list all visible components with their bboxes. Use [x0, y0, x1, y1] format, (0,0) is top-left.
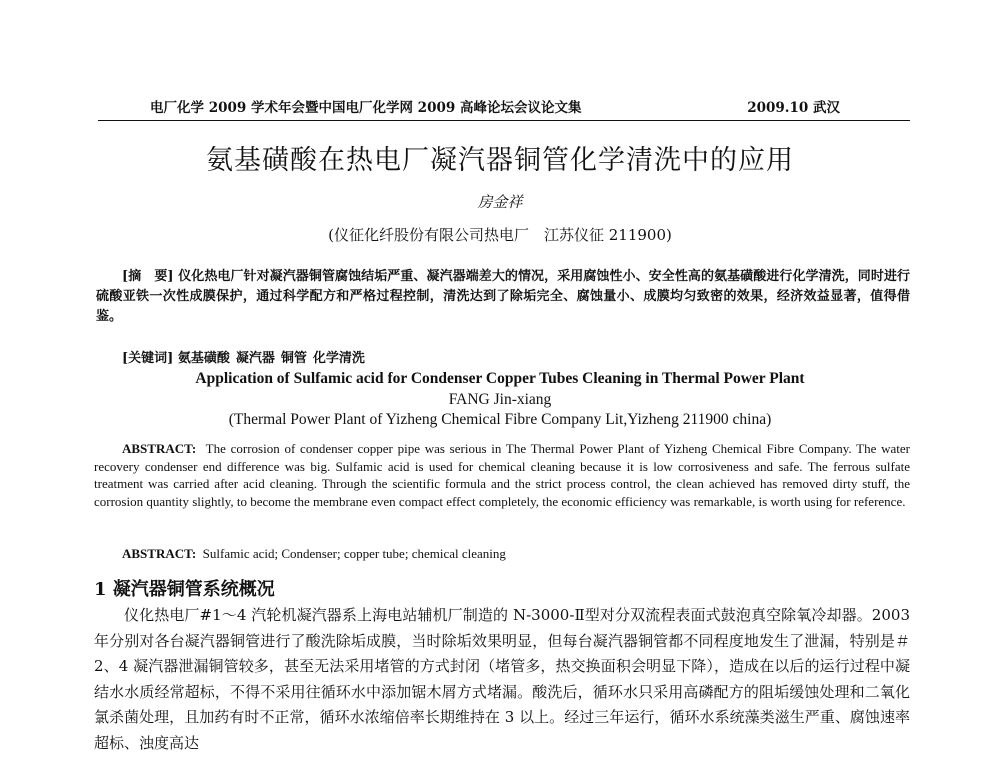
- abstract-en: [94, 440, 910, 510]
- keywords-en-label: ABSTRACT:: [122, 546, 197, 561]
- section-heading: 1 凝汽器铜管系统概况: [94, 579, 275, 600]
- keywords-cn-label: [关键词]: [122, 351, 174, 366]
- abstract-cn-text: 仪化热电厂针对凝汽器铜管腐蚀结垢严重、凝汽器端差大的情况，采用腐蚀性小、安全性高的氨基磺酸进行化学清洗，同时进行硫酸亚铁一次性成膜保护，通过科学配方和严格过程控制，清洗达到了除垢完全、腐蚀量小、成膜均匀致密的效果，经济效益显著，值得借鉴。: [96, 269, 910, 324]
- body-paragraph: 仪化热电厂#1～4 汽轮机凝汽器系上海电站辅机厂制造的 N-3000-Ⅱ型对分双流程表面式鼓泡真空除氧冷却器。2003 年分别对各台凝汽器铜管进行了酸洗除垢成膜，当时除垢效果明显，但每台凝汽器铜管都不同程度地发生了泄漏，特别是＃2、4 凝汽器泄漏铜管较多，甚至无法采用堵管的方式封闭（堵管多，热交换面积会明显下降），造成在以后的运行过程中凝结水水质经常超标，不得不采用往循环水中添加锯木屑方式堵漏。酸洗后，循环水只采用高磷配方的阻垢缓蚀处理和二氧化氯杀菌处理，且加药有时不正常，循环水浓缩倍率长期维持在 3 以上。经过三年运行，循环水系统藻类滋生严重、腐蚀速率超标、浊度高达: [94, 606, 910, 752]
- affiliation-cn: (仪征化纤股份有限公司热电厂 江苏仪征 211900): [328, 226, 672, 244]
- abstract-cn: [96, 267, 910, 327]
- keywords-cn: [122, 347, 902, 366]
- keyword-term: 氨基磺酸: [177, 351, 230, 366]
- keyword-term: 凝汽器: [235, 351, 275, 366]
- keywords-en: [122, 546, 902, 562]
- abstract-en-label: ABSTRACT:: [122, 441, 197, 456]
- running-head-left: 电厂化学 2009 学术年会暨中国电厂化学网 2009 高峰论坛会议论文集: [150, 100, 582, 116]
- keyword-term: 铜管: [280, 351, 307, 366]
- keyword-term: 化学清洗: [312, 351, 365, 366]
- author-cn: 房金祥: [477, 193, 523, 211]
- affiliation-en: (Thermal Power Plant of Yizheng Chemical Fibre Company Lit,Yizheng 211900 china): [228, 411, 772, 428]
- title-en: Application of Sulfamic acid for Condenser Copper Tubes Cleaning in Thermal Power Plant: [195, 370, 805, 387]
- keywords-en-text: Sulfamic acid; Condenser; copper tube; chemical cleaning: [202, 546, 506, 561]
- abstract-cn-label: [摘 要]: [122, 269, 174, 284]
- running-head-right: 2009.10 武汉: [747, 100, 840, 116]
- title-cn: 氨基磺酸在热电厂凝汽器铜管化学清洗中的应用: [206, 145, 794, 176]
- running-head: [150, 96, 840, 116]
- abstract-en-text: The corrosion of condenser copper pipe was serious in The Thermal Power Plant of Yizheng Chemical Fibre Company. The water recovery condenser end difference was big. Sulfamic acid is used for chemical cleaning because it is low corrosiveness and safe. The ferrous sulfate treatment was carried after acid cleaning. Through the scientific formula and the strict process control, the clean achieved has removed dirty stuff, the corrosion quantity slightly, to become the membrane even compact effect completely, the economic efficiency was remarkable, is worth using for reference.: [94, 441, 911, 509]
- author-en: FANG Jin-xiang: [448, 391, 552, 408]
- header-rule: [98, 120, 910, 121]
